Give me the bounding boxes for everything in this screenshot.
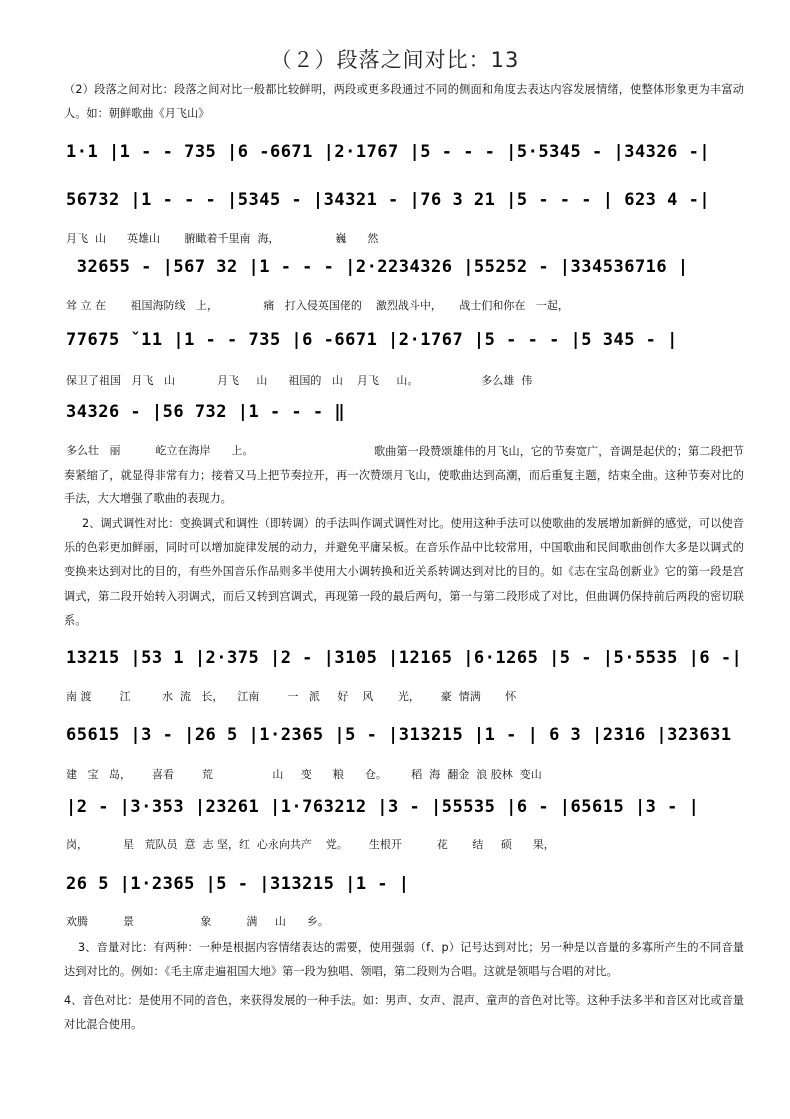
score1-lyrics-line-5: 多么壮 丽 屹立在海岸 上。 [66, 444, 254, 457]
score1-notes-line-5: 34326 - |56 732 |1 - - - ‖ [66, 402, 346, 422]
score1-notes-line-4: 77675 ˇ11 |1 - - 735 |6 -6671 |2·1767 |5 - - - |5 345 - | [66, 330, 678, 350]
score1-notes-line-3: 32655 - |567 32 |1 - - - |2·2234326 |55252 - |334536716 | [66, 257, 689, 277]
score2-lyrics-line-1: 南 渡 江 水 流 长， 江南 一 派 好 风 光， 豪 情满 怀 [66, 690, 517, 703]
score1-notes-line-1: 1·1 |1 - - 735 |6 -6671 |2·1767 |5 - - - |5·5345 - |34326 -| [66, 142, 711, 162]
score1-lyrics-line-4: 保卫了祖国 月飞 山 月飞 山 祖国的 山 月飞 山。 多么雄 伟 [66, 374, 533, 387]
score1-notes-line-2: 56732 |1 - - - |5345 - |34321 - |76 3 21 |5 - - - | 623 4 -| [66, 190, 711, 210]
score2-lyrics-line-2: 建 宝 岛， 喜看 荒 山 变 粮 仓。 稻 海 翻金 浪 胶林 变山 [66, 768, 542, 781]
score2-notes-line-1: 13215 |53 1 |2·375 |2 - |3105 |12165 |6·1265 |5 - |5·5535 |6 -| [66, 648, 743, 668]
page-title: （２）段落之间对比：13 [270, 48, 520, 72]
score2-lyrics-line-3: 岗， 星 荒队员 意 志 坚，红 心永向共产 党。 生根开 花 结 硕 果， [66, 838, 555, 851]
timbre-contrast-paragraph: 4、音色对比：是使用不同的音色，来获得发展的一种手法。如：男声、女声、混声、童声的音色对比等。这种手法多半和音区对比或音量对比混合使用。 [64, 994, 744, 1031]
score2-notes-line-4: 26 5 |1·2365 |5 - |313215 |1 - | [66, 874, 410, 894]
volume-contrast-paragraph: 3、音量对比：有两种：一种是根据内容情绪表达的需要，使用强弱（f、p）记号达到对比；另一种是以音量的多寡所产生的不同音量达到对比的。例如：《毛主席走遍祖国大地》第一段为独唱、领唱，第二段则为合唱。这就是领唱与合唱的对比。 [64, 941, 744, 978]
score2-lyrics-line-4: 欢腾 景 象 满 山 乡。 [66, 915, 329, 928]
score1-lyrics-line-2: 月飞 山 英雄山 腑瞰着千里南 海， 巍 然 [66, 232, 379, 245]
score2-notes-line-2: 65615 |3 - |26 5 |1·2365 |5 - |313215 |1 - | 6 3 |2316 |323631 [66, 725, 732, 745]
score1-commentary: 歌曲第一段赞颂雄伟的月飞山，它的节奏宽广，音调是起伏的；第二段把节奏紧缩了，就显得非常有力；接着又马上把节奏拉开，再一次赞颂月飞山，使歌曲达到高潮，而后重复主题，结束全曲。这种节奏对比的手法，大大增强了歌曲的表现力。 [64, 445, 744, 505]
mode-contrast-paragraph: 2、调式调性对比：变换调式和调性（即转调）的手法叫作调式调性对比。使用这种手法可以使歌曲的发展增加新鲜的感觉，可以使音乐的色彩更加鲜丽，同时可以增加旋律发展的动力，并避免平庸呆板。在音乐作品中比较常用，中国歌曲和民间歌曲创作大多是以调式的变换来达到对比的目的，有些外国音乐作品则多半使用大小调转换和近关系转调达到对比的目的。如《志在宝岛创新业》它的第一段是宫调式，第二段开始转入羽调式，而后又转到宫调式，再现第一段的最后两句，第一与第二段形成了对比，但曲调仍保持前后两段的密切联系。 [64, 517, 744, 627]
score1-lyrics-line-3: 耸 立 在 祖国海防线 上， 痛 打入侵英国佬的 激烈战斗中， 战士们和你在 一起， [66, 299, 569, 312]
score2-notes-line-3: |2 - |3·353 |23261 |1·763212 |3 - |55535 |6 - |65615 |3 - | [66, 797, 700, 817]
intro-paragraph: （2）段落之间对比：段落之间对比一般都比较鲜明，两段或更多段通过不同的侧面和角度去表达内容发展情绪，使整体形象更为丰富动人。如：朝鲜歌曲《月飞山》 [64, 83, 744, 120]
